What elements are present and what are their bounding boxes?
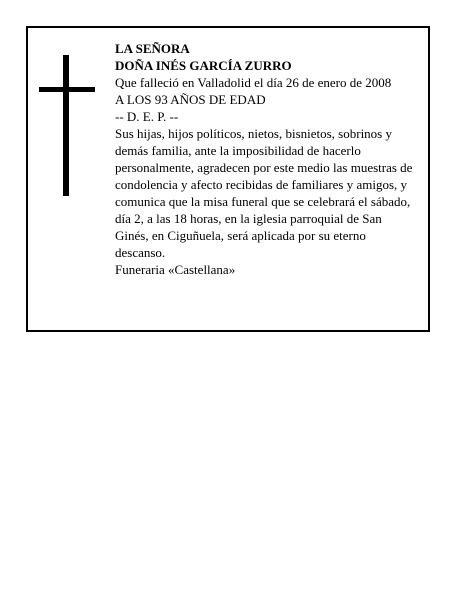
notice-heading: LA SEÑORA xyxy=(115,41,190,56)
age-at-death: A LOS 93 AÑOS DE EDAD xyxy=(115,92,266,107)
notice-text xyxy=(115,40,415,278)
cross-vertical-bar xyxy=(63,55,69,196)
rip-line: -- D. E. P. -- xyxy=(115,109,179,124)
cross-horizontal-bar xyxy=(39,87,95,92)
obituary-notice xyxy=(26,26,430,332)
deceased-name: DOÑA INÉS GARCÍA ZURRO xyxy=(115,58,292,73)
notice-body: Sus hijas, hijos políticos, nietos, bisnietos, sobrinos y demás familia, ante la imposibilidad de hacerlo personalmente, agradecen por este medio las muestras de condolencia y afecto recibidas de familiares y amigos, y comunica que la misa funeral que se celebrará el sábado, día 2, a las 18 horas, en la iglesia parroquial de San Ginés, en Ciguñuela, será aplicada por su eterno descanso. xyxy=(115,126,413,260)
cross-icon xyxy=(39,55,95,196)
death-info: Que falleció en Valladolid el día 26 de enero de 2008 xyxy=(115,75,392,90)
funeral-home: Funeraria «Castellana» xyxy=(115,262,236,277)
